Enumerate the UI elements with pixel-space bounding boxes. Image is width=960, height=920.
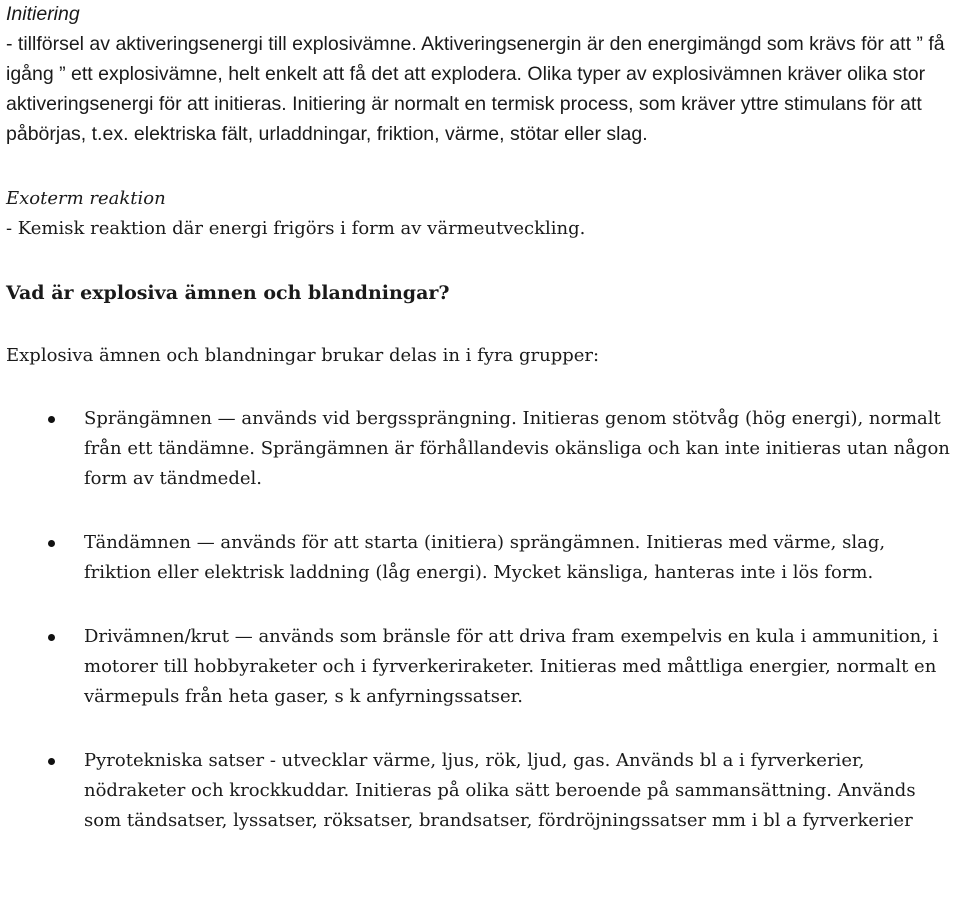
initiering-heading: Initiering bbox=[6, 3, 80, 25]
list-item-pyrotekniska-satser: Pyrotekniska satser - utvecklar värme, ljus, rök, ljud, gas. Används bl a i fyrverkerier, nödraketer och krockkuddar. Initieras på olika sätt beroende på sammansättning. Används som tändsatser, lyssatser, röksatser, brandsatser, fördröjningssatser mm i bl a fyrverkerier bbox=[6, 746, 956, 836]
exoterm-definition: - Kemisk reaktion där energi frigörs i form av värmeutveckling. bbox=[6, 218, 586, 239]
list-item-sprangamnen: Sprängämnen — används vid bergssprängning. Initieras genom stötvåg (hög energi), normalt från ett tändämne. Sprängämnen är förhållandevis okänsliga och kan inte initieras utan någon form av tändmedel. bbox=[6, 404, 956, 494]
exoterm-heading: Exoterm reaktion bbox=[6, 188, 166, 209]
list-item-drivamnen: Drivämnen/krut — används som bränsle för att driva fram exempelvis en kula i ammunition, i motorer till hobbyraketer och i fyrverkeriraketer. Initieras med måttliga energier, normalt en värmepuls från heta gaser, s k anfyrningssatser. bbox=[6, 622, 956, 712]
groups-intro: Explosiva ämnen och blandningar brukar delas in i fyra grupper: bbox=[6, 345, 600, 366]
document-page bbox=[6, 0, 956, 870]
explosiva-heading: Vad är explosiva ämnen och blandningar? bbox=[6, 282, 450, 304]
list-item-tandamnen: Tändämnen — används för att starta (initiera) sprängämnen. Initieras med värme, slag, friktion eller elektrisk laddning (låg energi). Mycket känsliga, hanteras inte i lös form. bbox=[6, 528, 956, 588]
initiering-definition: - tillförsel av aktiveringsenergi till explosivämne. Aktiveringsenergin är den energimängd som krävs för att ” få igång ” ett explosivämne, helt enkelt att få det att explodera. Olika typer av explosivämnen kräver olika stor aktiveringsenergi för att initieras. Initiering är normalt en termisk process, som kräver yttre stimulans för att påbörjas, t.ex. elektriska fält, urladdningar, friktion, värme, stötar eller slag. bbox=[6, 33, 945, 145]
groups-list bbox=[6, 404, 956, 836]
